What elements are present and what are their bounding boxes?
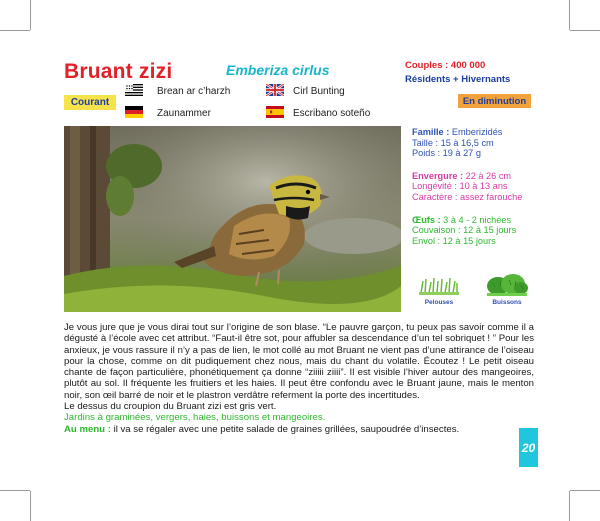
german-flag-icon xyxy=(125,106,143,118)
crop-mark xyxy=(569,491,570,521)
habitat-label-pelouses: Pelouses xyxy=(424,299,454,306)
frequency-badge: Courant xyxy=(64,95,116,110)
name-english: Cirl Bunting xyxy=(293,86,345,97)
crop-mark xyxy=(570,490,600,491)
species-title: Bruant zizi xyxy=(64,60,173,83)
breton-flag-icon xyxy=(125,84,143,96)
species-facts xyxy=(412,127,522,246)
fact-famille: Famille : Emberizidés xyxy=(412,127,503,137)
bird-photo xyxy=(64,126,401,312)
couples-count: Couples : 400 000 xyxy=(405,60,486,71)
diet-menu: Au menu : il va se régaler avec une petite salade de graines grillées, saupoudrée d’insectes. xyxy=(64,423,460,435)
fact-couvaison: Couvaison : 12 à 15 jours xyxy=(412,225,517,236)
description-note: Le dessus du croupion du Bruant zizi est gris vert. xyxy=(64,401,277,413)
fact-envergure: Envergure : 22 à 26 cm xyxy=(412,170,512,181)
grassland-icon xyxy=(417,271,461,299)
fact-longevite: Longévité : 10 à 13 ans xyxy=(412,181,508,192)
fact-envol: Envol : 12 à 15 jours xyxy=(412,235,496,246)
crop-mark xyxy=(569,0,570,30)
trend-badge: En diminution xyxy=(458,94,531,108)
crop-mark xyxy=(0,490,30,491)
crop-mark xyxy=(0,30,30,31)
residency-status: Résidents + Hivernants xyxy=(405,74,511,85)
description-paragraph: Je vous jure que je vous dirai tout sur l’origine de son blase. “Le pauvre garçon, tu peux pas savoir comme il a dégusté à l’école avec cet attribut. “Faut-il être sot, pour affubler sa descendance d’un tel sobriquet ! ” Pour les anxieux, je vous rassure il n’y a pas de lien, le mot collé au mot Bruant ne vient pas d’une attirance de l’oiseau pour la chose, comme on dit pudiquement chez nous, mais du chant du volatile. Écoutez ! Le petit oiseau chante de façon particulière, phonétiquement ça donne “ziiiii ziiii”. Il est visible l’hiver autour des mangeoires, plutôt au sol. Il fréquente les fruitiers et les haies. Il peut être confondu avec le Bruant jaune, mais le menton noir, son œil barré de noir et le plastron verdâtre referment la porte des incertitudes. xyxy=(64,322,534,401)
uk-flag-icon xyxy=(266,84,284,96)
habitat-gardens: Jardins à graminées, vergers, haies, buissons et mangeoires. xyxy=(64,412,326,424)
bushes-icon xyxy=(485,271,529,299)
spanish-flag-icon xyxy=(266,106,284,118)
name-breton: Brean ar c’harzh xyxy=(157,86,231,97)
name-german: Zaunammer xyxy=(157,108,211,119)
fact-taille: Taille : 15 à 16,5 cm xyxy=(412,137,494,148)
crop-mark xyxy=(570,30,600,31)
fact-caractere: Caractère : assez farouche xyxy=(412,191,523,202)
fact-poids: Poids : 19 à 27 g xyxy=(412,148,481,159)
crop-mark xyxy=(30,0,31,30)
page-number: 20 xyxy=(519,428,538,467)
latin-name: Emberiza cirlus xyxy=(226,62,330,78)
fact-oeufs: Œufs : 3 à 4 - 2 nichées xyxy=(412,214,512,225)
name-spanish: Escribano soteño xyxy=(293,108,371,119)
description-text xyxy=(64,322,534,435)
crop-mark xyxy=(30,491,31,521)
habitat-label-buissons: Buissons xyxy=(492,299,522,306)
